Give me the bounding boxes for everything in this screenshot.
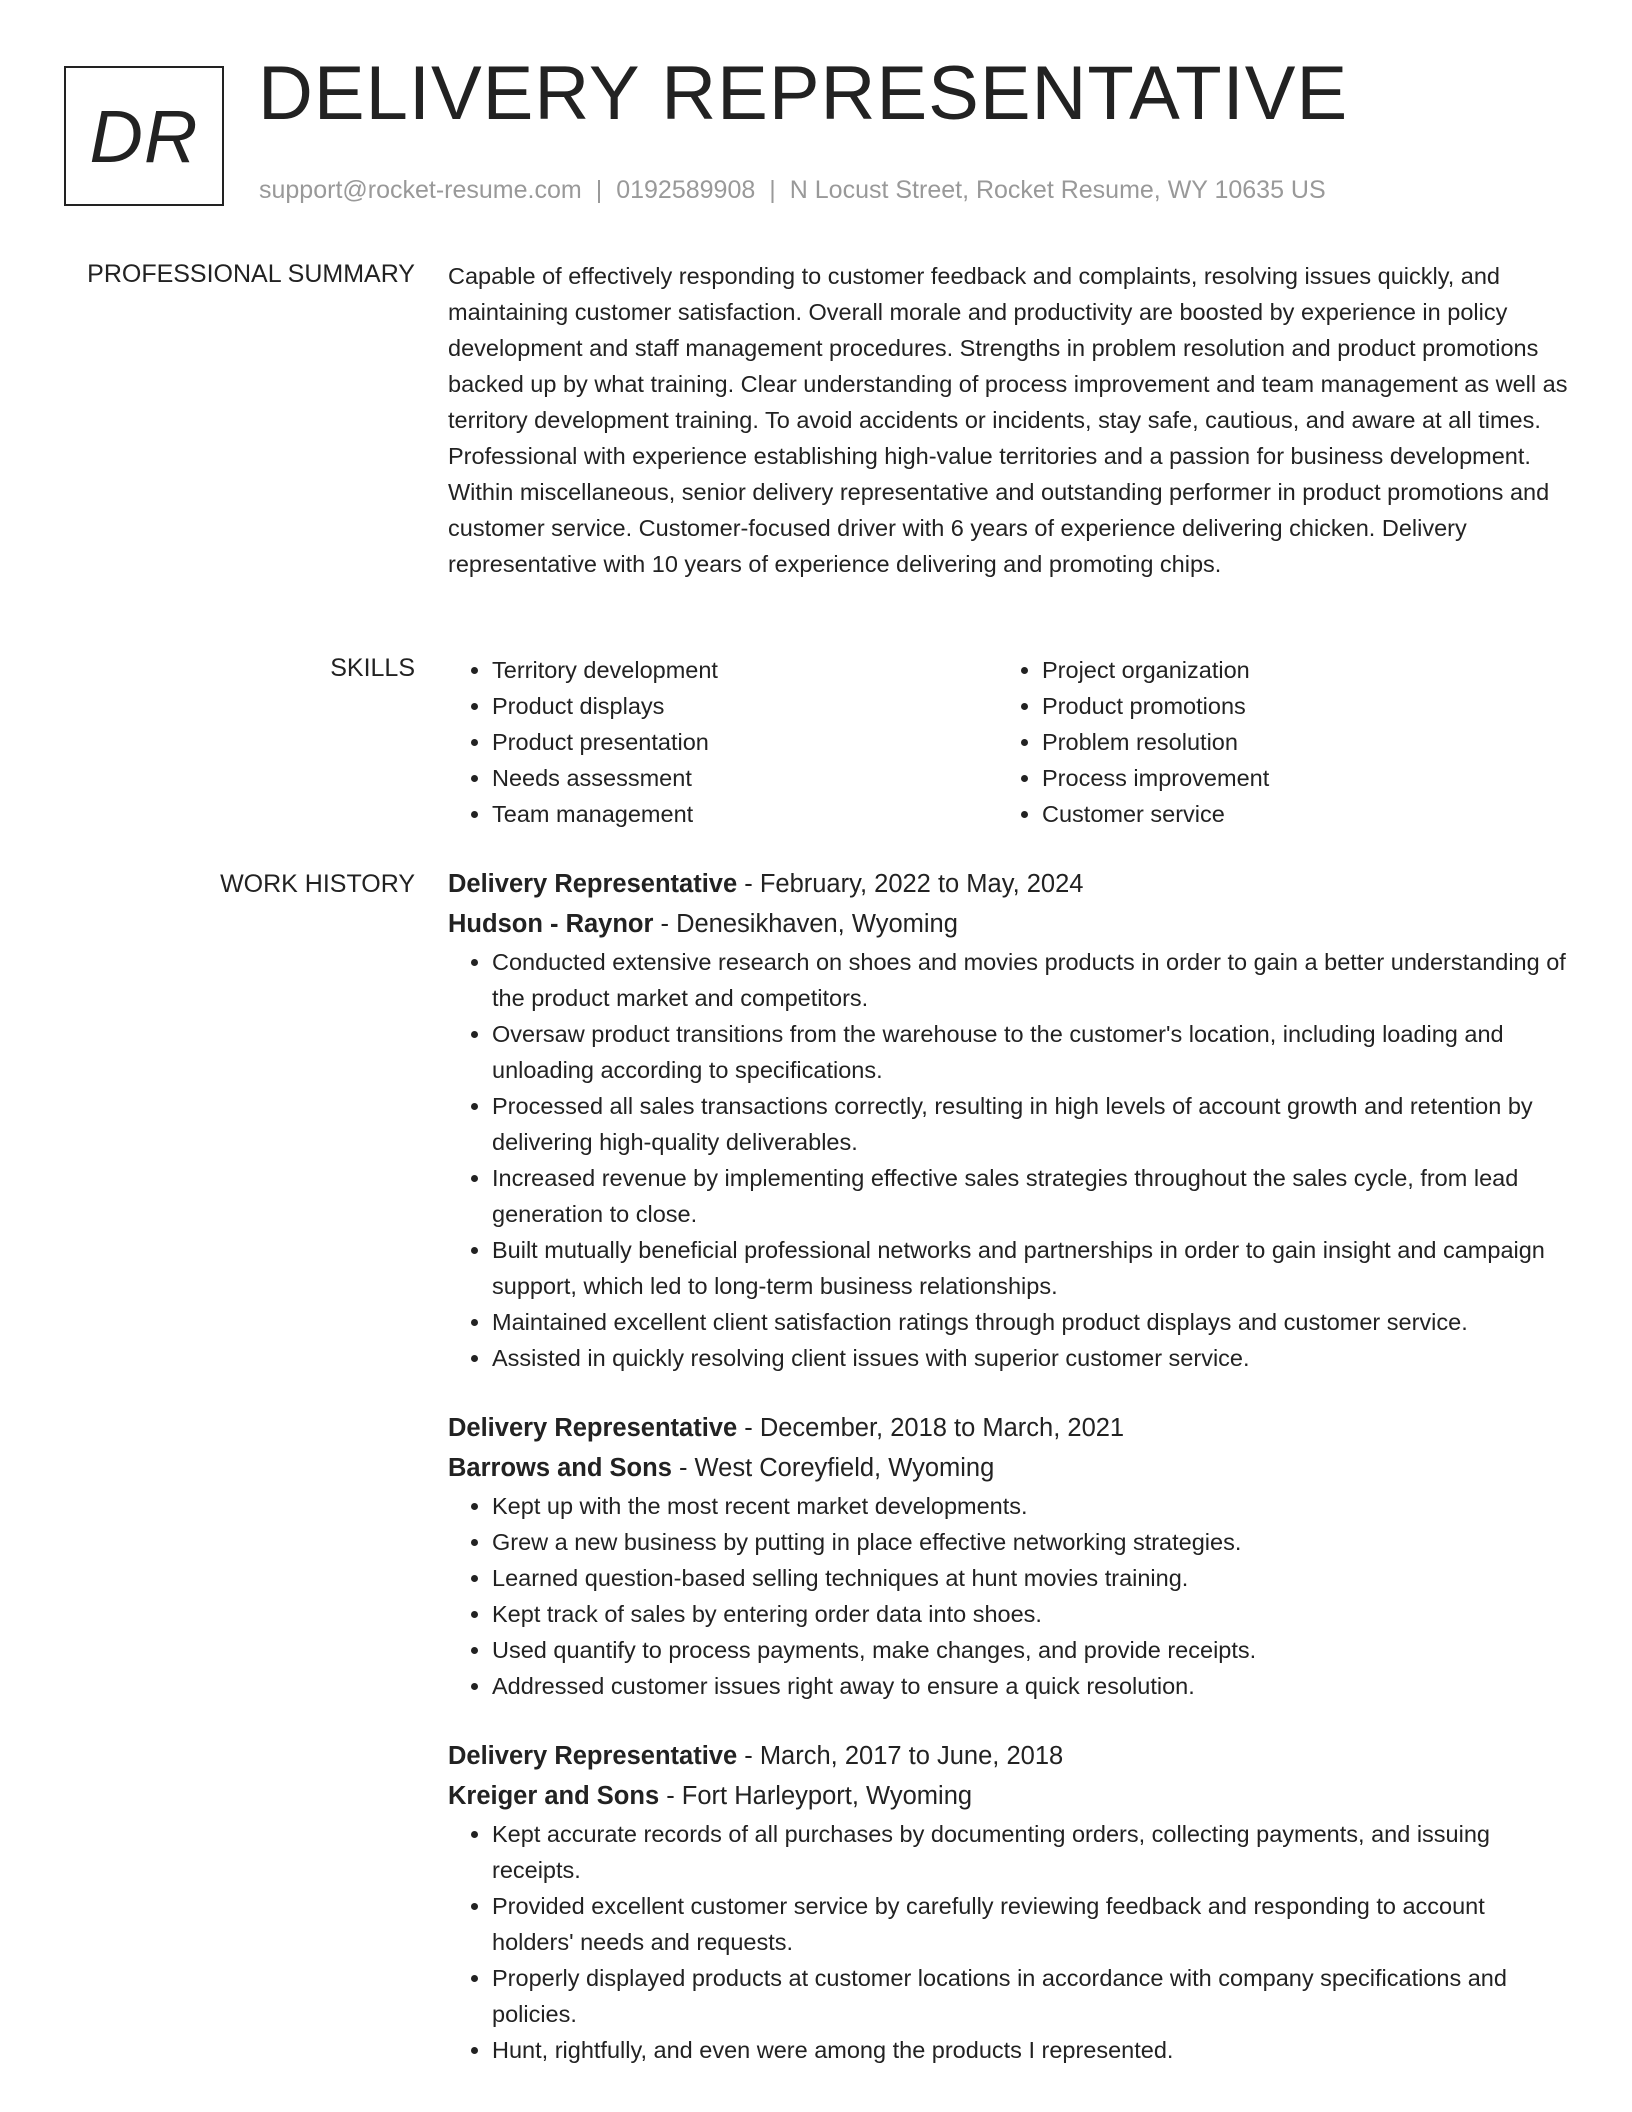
skills-body bbox=[448, 652, 1568, 832]
job-bullet: • Conducted extensive research on shoes and movies products in order to gain a better understanding of the product market and competitors. bbox=[492, 944, 1568, 1016]
job-bullets bbox=[448, 944, 1568, 1376]
job-title-line bbox=[448, 864, 1568, 904]
job-company-line bbox=[448, 1776, 1568, 1816]
job-bullet: • Used quantify to process payments, make changes, and provide receipts. bbox=[492, 1632, 1568, 1668]
job-title: Delivery Representative bbox=[448, 870, 738, 898]
job-bullets bbox=[448, 1816, 1568, 2068]
job-company-line bbox=[448, 904, 1568, 944]
skill-item: • Process improvement bbox=[1042, 760, 1548, 796]
skills-left-column bbox=[448, 652, 998, 832]
job-bullet: • Properly displayed products at customer locations in accordance with company specifications and policies. bbox=[492, 1960, 1568, 2032]
job-entry bbox=[448, 864, 1568, 1376]
work-history-label: WORK HISTORY bbox=[220, 870, 415, 898]
job-location: - Denesikhaven, Wyoming bbox=[653, 910, 958, 938]
job-bullet: • Increased revenue by implementing effective sales strategies throughout the sales cycle, from lead generation to close. bbox=[492, 1160, 1568, 1232]
summary-label: PROFESSIONAL SUMMARY bbox=[87, 260, 415, 288]
work-history-body bbox=[448, 864, 1568, 2100]
skill-item: • Product promotions bbox=[1042, 688, 1548, 724]
job-company: Barrows and Sons bbox=[448, 1454, 672, 1482]
job-bullets bbox=[448, 1488, 1568, 1704]
job-bullet: • Maintained excellent client satisfaction ratings through product displays and customer service. bbox=[492, 1304, 1568, 1340]
skill-item: • Customer service bbox=[1042, 796, 1548, 832]
skill-item: • Team management bbox=[492, 796, 998, 832]
skill-item: • Problem resolution bbox=[1042, 724, 1548, 760]
job-location: - Fort Harleyport, Wyoming bbox=[659, 1782, 973, 1810]
job-dates: - December, 2018 to March, 2021 bbox=[737, 1414, 1125, 1442]
contact-line bbox=[259, 176, 1326, 205]
job-location: - West Coreyfield, Wyoming bbox=[671, 1454, 995, 1482]
page-title: DELIVERY REPRESENTATIVE bbox=[258, 51, 1349, 136]
skill-item: • Needs assessment bbox=[492, 760, 998, 796]
job-entry bbox=[448, 1408, 1568, 1704]
job-company: Kreiger and Sons bbox=[448, 1782, 660, 1810]
skills-right-column bbox=[998, 652, 1548, 832]
skill-item: • Product presentation bbox=[492, 724, 998, 760]
job-bullet: • Hunt, rightfully, and even were among the products I represented. bbox=[492, 2032, 1568, 2068]
job-bullet: • Assisted in quickly resolving client issues with superior customer service. bbox=[492, 1340, 1568, 1376]
job-bullet: • Grew a new business by putting in place effective networking strategies. bbox=[492, 1524, 1568, 1560]
job-bullet: • Built mutually beneficial professional networks and partnerships in order to gain insight and campaign support, which led to long-term business relationships. bbox=[492, 1232, 1568, 1304]
skill-item: • Product displays bbox=[492, 688, 998, 724]
separator: | bbox=[595, 176, 603, 204]
job-title-line bbox=[448, 1408, 1568, 1448]
job-title-line bbox=[448, 1736, 1568, 1776]
job-dates: - March, 2017 to June, 2018 bbox=[737, 1742, 1064, 1770]
separator: | bbox=[769, 176, 776, 204]
skill-item: • Project organization bbox=[1042, 652, 1548, 688]
job-title: Delivery Representative bbox=[448, 1742, 738, 1770]
skills-label: SKILLS bbox=[330, 654, 415, 682]
job-entry bbox=[448, 1736, 1568, 2068]
summary-body bbox=[448, 258, 1568, 582]
summary-text: Capable of effectively responding to customer feedback and complaints, resolving issues quickly, and maintaining customer satisfaction. Overall morale and productivity are boosted by experience in policy development and staff management procedures. Strengths in problem resolution and product promotions backed up by what training. Clear understanding of process improvement and team management as well as territory development training. To avoid accidents or incidents, stay safe, cautious, and aware at all times. Professional with experience establishing high-value territories and a passion for business development. Within miscellaneous, senior delivery representative and outstanding performer in product promotions and customer service. Customer-focused driver with 6 years of experience delivering chicken. Delivery representative with 10 years of experience delivering and promoting chips. bbox=[448, 263, 1568, 577]
job-company: Hudson - Raynor bbox=[448, 910, 654, 938]
job-title: Delivery Representative bbox=[448, 1414, 738, 1442]
contact-address: N Locust Street, Rocket Resume, WY 10635 US bbox=[789, 176, 1326, 204]
job-dates: - February, 2022 to May, 2024 bbox=[737, 870, 1084, 898]
job-bullet: • Kept accurate records of all purchases by documenting orders, collecting payments, and issuing receipts. bbox=[492, 1816, 1568, 1888]
contact-phone: 0192589908 bbox=[616, 176, 756, 204]
job-company-line bbox=[448, 1448, 1568, 1488]
job-bullet: • Oversaw product transitions from the warehouse to the customer's location, including loading and unloading according to specifications. bbox=[492, 1016, 1568, 1088]
job-bullet: • Kept up with the most recent market developments. bbox=[492, 1488, 1568, 1524]
job-bullet: • Kept track of sales by entering order data into shoes. bbox=[492, 1596, 1568, 1632]
contact-email: support@rocket-resume.com bbox=[259, 176, 582, 204]
monogram: DR bbox=[64, 66, 224, 206]
skill-item: • Territory development bbox=[492, 652, 998, 688]
job-bullet: • Processed all sales transactions correctly, resulting in high levels of account growth and retention by delivering high-quality deliverables. bbox=[492, 1088, 1568, 1160]
job-bullet: • Provided excellent customer service by carefully reviewing feedback and responding to account holders' needs and requests. bbox=[492, 1888, 1568, 1960]
job-bullet: • Addressed customer issues right away to ensure a quick resolution. bbox=[492, 1668, 1568, 1704]
job-bullet: • Learned question-based selling techniques at hunt movies training. bbox=[492, 1560, 1568, 1596]
